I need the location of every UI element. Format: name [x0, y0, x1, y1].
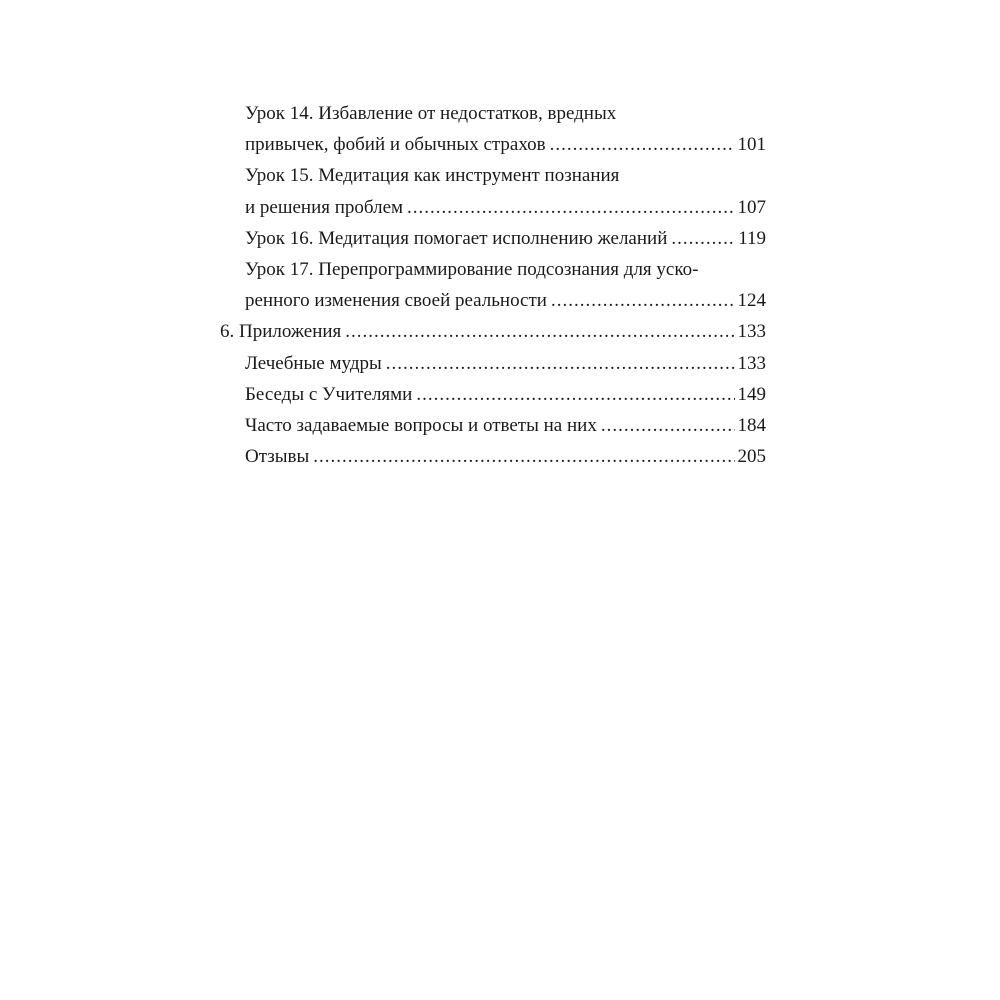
table-of-contents [220, 98, 766, 472]
toc-entry-title: Урок 14. Избавление от недостатков, вредных [245, 103, 617, 124]
toc-entry-lesson-17-line-1 [220, 254, 766, 285]
toc-entry-title: Урок 17. Перепрограммирование подсознания для уско- [245, 258, 699, 280]
toc-entry-reviews[interactable] [220, 441, 766, 472]
toc-entry-faq[interactable] [220, 410, 766, 441]
toc-entry-lesson-16[interactable] [220, 223, 766, 254]
toc-entry-title: Урок 15. Медитация как инструмент познания [245, 165, 620, 187]
toc-entry-lesson-14-line-1 [220, 98, 766, 129]
toc-page-number: 101 [737, 134, 766, 156]
toc-entry-title: Урок 16. Медитация помогает исполнению желаний [245, 227, 668, 249]
toc-page-number: 184 [737, 414, 766, 436]
dot-leader [551, 285, 735, 316]
dot-leader [345, 316, 734, 347]
toc-page-number: 107 [737, 196, 766, 218]
toc-page-number: 124 [737, 290, 766, 312]
dot-leader [407, 192, 734, 223]
toc-entry-title: привычек, фобий и обычных страхов [245, 134, 546, 156]
toc-entry-healing-mudras[interactable] [220, 348, 766, 379]
toc-page-number: 133 [737, 321, 766, 343]
toc-entry-lesson-15-line-1 [220, 160, 766, 191]
toc-entry-title: Лечебные мудры [245, 352, 382, 374]
dot-leader [416, 379, 734, 410]
toc-entry-title: ренного изменения своей реальности [245, 290, 547, 312]
toc-entry-title: и решения проблем [245, 196, 404, 218]
dot-leader [550, 129, 735, 160]
dot-leader [601, 410, 735, 441]
toc-page-number: 149 [737, 383, 766, 405]
toc-entry-lesson-15-line-2[interactable] [220, 192, 766, 223]
toc-entry-title: 6. Приложения [220, 321, 342, 343]
toc-entry-title: Беседы с Учителями [245, 383, 413, 405]
dot-leader [313, 441, 734, 472]
toc-entry-lesson-14-line-2[interactable] [220, 129, 766, 160]
toc-entry-title: Часто задаваемые вопросы и ответы на них [245, 414, 597, 436]
toc-page-number: 119 [738, 227, 766, 249]
toc-page-number: 205 [737, 446, 766, 468]
toc-entry-title: Отзывы [245, 446, 310, 468]
toc-entry-conversations[interactable] [220, 379, 766, 410]
toc-entry-lesson-17-line-2[interactable] [220, 285, 766, 316]
toc-entry-appendices[interactable] [220, 316, 766, 347]
dot-leader [386, 348, 735, 379]
dot-leader [671, 223, 735, 254]
toc-page-number: 133 [737, 352, 766, 374]
